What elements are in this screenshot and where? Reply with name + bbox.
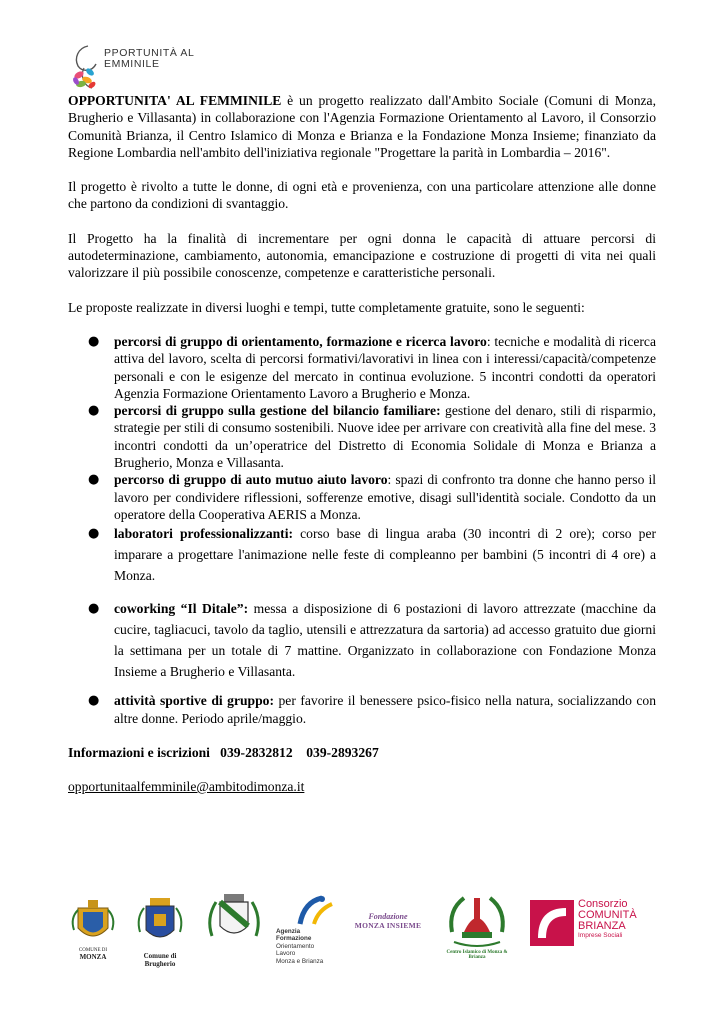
list-item: [68, 471, 656, 523]
bullet-icon: ●: [88, 526, 100, 542]
item-text: gestione del denaro, stili di risparmio, strategie per stili di consumo sostenibili. Nuove idee per arrivare con creatività alla fine del mese. 3 incontri condotti da un’operatrice del Distretto di Economia Solidale di Monza e Brianza a Brugherio, Monza e Villasanta.: [114, 403, 656, 471]
item-text: messa a disposizione di 6 postazioni di lavoro attrezzate (macchine da cucire, tagliacuci, tavolo da taglio, utensili e attrezzatura da sartoria) ad accesso gratuito due giorni la settimana per un totale di 7 mattine. Organizzato in collaborazione con Fondazione Monza Insieme a Brugherio e Villasanta.: [114, 601, 656, 680]
comune-villasanta-logo: [204, 892, 264, 962]
item-text: per favorire il benessere psico-fisico nella natura, socializzando con altre donne. Periodo aprile/maggio.: [114, 693, 656, 726]
afol-line-2: Formazione: [276, 935, 312, 943]
list-item: [68, 692, 656, 727]
centro-islamico-logo: [444, 892, 510, 964]
item-heading: percorso di gruppo di auto mutuo aiuto lavoro: [114, 472, 388, 488]
consorzio-line-3: BRIANZA: [578, 920, 626, 932]
intro-text: è un progetto realizzato dall'Ambito Sociale (Comuni di Monza, Brugherio e Villasanta) in collaborazione con l'Agenzia Formazione Orientamento al Lavoro, il Consorzio Comunità Brianza, il Centro Islamico di Monza e Brianza e la Fondazione Monza Insieme; finanziato da Regione Lombardia nell'ambito dell'iniziativa regionale "Progettare la parità in Lombardia – 2016".: [68, 93, 656, 160]
consorzio-line-2: COMUNITÀ: [578, 909, 637, 921]
item-text: : tecniche e modalità di ricerca attiva del lavoro, scelta di percorsi formativi/lavorativi in linea con i interessi/capacità/competenze personali e con le esigenze del mercato in continua evoluzione. 5 incontri condotti da operatori Agenzia Formazione Orientamento Lavoro a Brugherio e Monza.: [114, 333, 657, 401]
proposals-intro: Le proposte realizzate in diversi luoghi e tempi, tutte completamente gratuite, sono le seguenti:: [68, 299, 585, 315]
bullet-icon: ●: [88, 693, 100, 709]
project-title: OPPORTUNITA' AL FEMMINILE: [68, 93, 282, 108]
list-item: [68, 333, 656, 402]
afol-line-5: Monza e Brianza: [276, 957, 324, 965]
item-text: : spazi di confronto tra donne che hanno perso il lavoro per condividere riflessioni, sofferenze emotive, disagi sull'identità sociale. Condotto da un operatore della Cooperativa AERIS a Monza.: [114, 472, 657, 522]
item-heading: percorsi di gruppo sulla gestione del bilancio familiare:: [114, 403, 441, 419]
comune-brugherio-logo: [128, 896, 192, 966]
bullet-icon: ●: [88, 601, 100, 617]
coat-of-arms-icon: [128, 896, 192, 948]
item-text: corso base di lingua araba (30 incontri di 2 ore); corso per imparare a progettare l'animazione nelle feste di compleanno per bambini (5 incontri di 4 ore) a Monza.: [114, 526, 657, 584]
partner-logos: [60, 888, 670, 968]
afol-line-1: Agenzia: [276, 928, 301, 935]
logo-line-2: EMMINILE: [104, 58, 160, 70]
mosque-emblem-icon: [444, 892, 510, 954]
monza-caption-2: MONZA: [79, 953, 107, 961]
coat-of-arms-icon: [204, 892, 264, 954]
bullet-icon: ●: [88, 333, 100, 349]
item-heading: attività sportive di gruppo:: [114, 693, 274, 709]
consorzio-mark-icon: [530, 900, 574, 946]
goals-paragraph: Il Progetto ha la finalità di incrementare per ogni donna le capacità di attuare percorsi di autodeterminazione, cambiamento, autonomia, emancipazione e costruzione di progetti di vita nei quali valorizzare il più possibile conoscenze, competenze e caratteristiche personali.: [68, 230, 656, 281]
coat-of-arms-icon: [68, 896, 118, 948]
brugherio-caption: Comune di Brugherio: [143, 952, 177, 968]
fondazione-monza-insieme-logo: [346, 912, 430, 942]
opportunita-al-femminile-logo: [70, 42, 240, 94]
logo-line-1: PPORTUNITÀ AL: [104, 47, 195, 59]
afol-logo: [270, 894, 342, 966]
consorzio-line-1: Consorzio: [578, 898, 628, 910]
item-heading: percorsi di gruppo di orientamento, formazione e ricerca lavoro: [114, 333, 487, 349]
consorzio-line-4: Imprese Sociali: [578, 932, 623, 939]
bullet-icon: ●: [88, 472, 100, 488]
monza-caption-1: COMUNE DI: [78, 948, 108, 953]
fondazione-line-1: Fondazione: [368, 912, 408, 921]
list-item: [68, 402, 656, 471]
intro-paragraph: [68, 92, 656, 161]
islamic-caption: Centro Islamico di Monza & Brianza: [446, 950, 508, 960]
afol-swirl-icon: [270, 894, 342, 930]
comune-monza-logo: [68, 896, 118, 966]
target-paragraph: Il progetto è rivolto a tutte le donne, di ogni età e provenienza, con una particolare attenzione alle donne che partono da condizioni di svantaggio.: [68, 179, 656, 212]
afol-line-3: Orientamento: [276, 942, 315, 950]
contact-info: Informazioni e iscrizioni 039-2832812 039-2893267: [68, 744, 379, 760]
item-heading: coworking “Il Ditale”:: [114, 601, 249, 617]
proposals-list: [68, 333, 656, 727]
list-item: [68, 523, 656, 586]
afol-line-4: Lavoro: [276, 950, 296, 958]
fondazione-line-2: MONZA INSIEME: [354, 921, 422, 930]
bullet-icon: ●: [88, 403, 100, 419]
list-item: [68, 598, 656, 682]
email-link[interactable]: opportunitaalfemminile@ambitodimonza.it: [68, 779, 305, 795]
item-heading: laboratori professionalizzanti:: [114, 526, 294, 542]
document-body: [68, 92, 656, 795]
consorzio-comunita-brianza-logo: [530, 900, 670, 958]
